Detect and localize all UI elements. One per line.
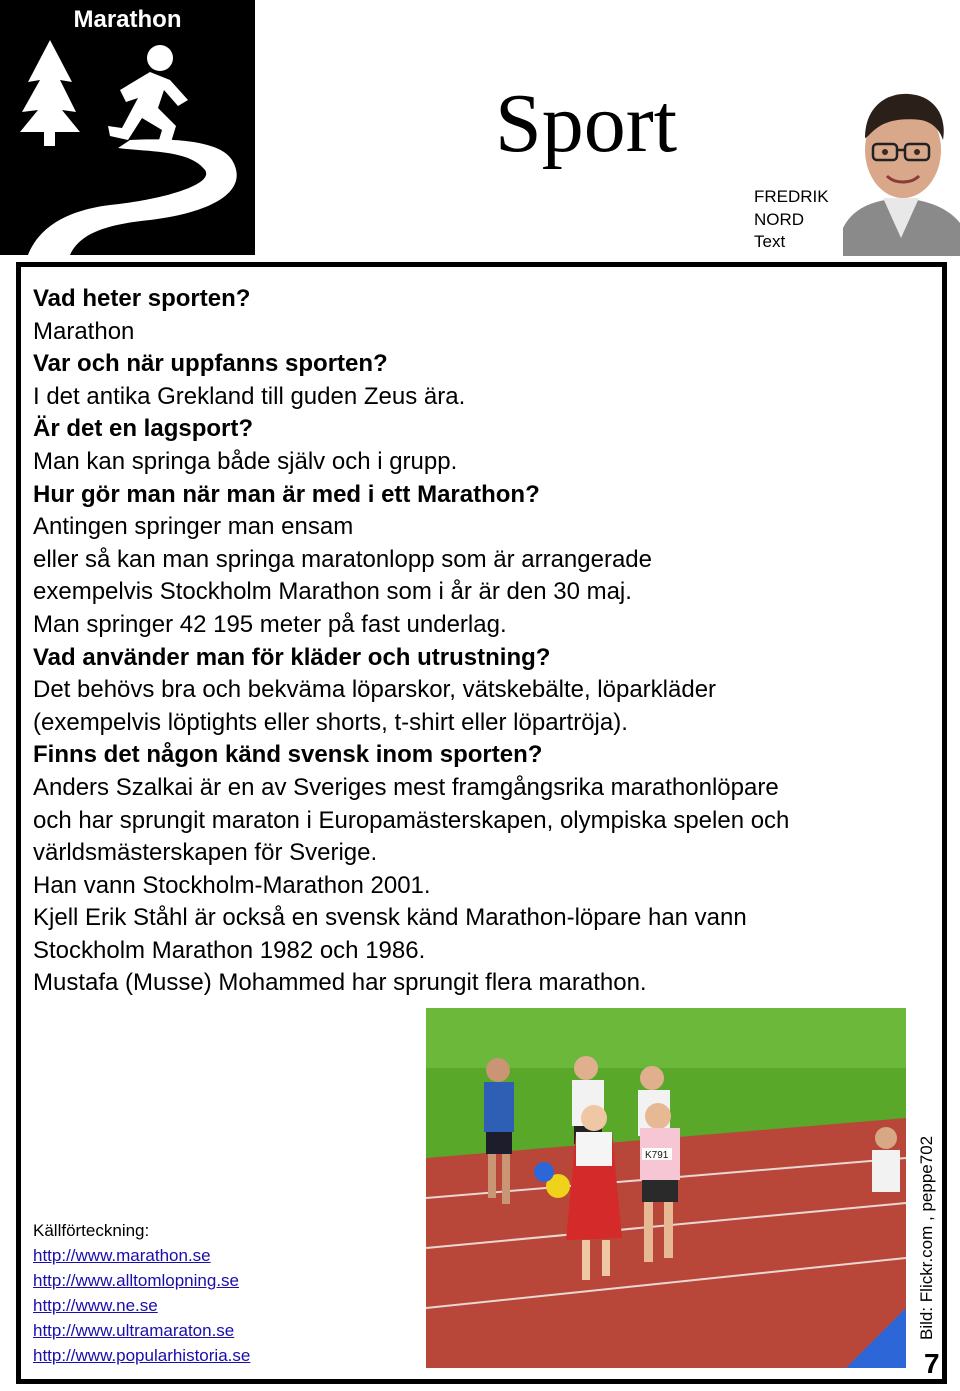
answer-text: världsmästerskapen för Sverige. — [33, 839, 378, 867]
source-link[interactable]: http://www.popularhistoria.se — [33, 1346, 251, 1365]
source-link[interactable]: http://www.marathon.se — [33, 1246, 211, 1265]
source-link[interactable]: http://www.ne.se — [33, 1296, 158, 1315]
question-heading: Var och när uppfanns sporten? — [33, 350, 388, 378]
runner-icon — [0, 0, 255, 255]
sources-list — [33, 1218, 250, 1368]
author-first-name: FREDRIK — [754, 187, 829, 206]
answer-text: eller så kan man springa maratonlopp som är arrangerade — [33, 545, 652, 573]
article-frame-edge — [942, 262, 947, 1384]
marathon-photo — [426, 1008, 906, 1368]
source-link[interactable]: http://www.ultramaraton.se — [33, 1321, 235, 1340]
question-heading: Vad heter sporten? — [33, 285, 251, 312]
question-heading: Vad använder man för kläder och utrustning? — [33, 643, 551, 671]
answer-text: Anders Szalkai är en av Sveriges mest framgångsrika marathonlöpare — [33, 773, 779, 801]
author-last-name: NORD — [754, 209, 805, 229]
question-heading: Hur gör man när man är med i ett Marathon? — [33, 480, 540, 508]
page-number: 7 — [924, 1348, 940, 1379]
author-byline — [754, 186, 829, 254]
article-body — [33, 283, 913, 1000]
answer-text: Kjell Erik Ståhl är också en svensk känd Marathon-löpare han vann — [33, 904, 747, 932]
question-heading: Är det en lagsport? — [33, 415, 254, 443]
author-portrait — [843, 88, 960, 256]
answer-text: Han vann Stockholm-Marathon 2001. — [33, 871, 431, 899]
answer-text: Antingen springer man ensam — [33, 513, 354, 541]
photo-credit: Bild: Flickr.com , peppe702 — [917, 1135, 936, 1340]
page-title: Sport — [495, 77, 678, 170]
bib-number: K791 — [645, 1150, 669, 1161]
question-heading: Finns det någon känd svensk inom sporten? — [33, 741, 543, 769]
sources-heading: Källförteckning: — [33, 1221, 150, 1240]
answer-text: och har sprungit maraton i Europamästerskapen, olympiska spelen och — [33, 806, 790, 834]
logo-title: Marathon — [73, 6, 182, 33]
marathon-logo — [0, 0, 255, 255]
author-role: Text — [754, 232, 786, 251]
answer-text: Marathon — [33, 317, 135, 345]
answer-text: Man springer 42 195 meter på fast underlag. — [33, 610, 507, 638]
answer-text: (exempelvis löptights eller shorts, t-shirt eller löpartröja). — [33, 708, 628, 736]
source-link[interactable]: http://www.alltomlopning.se — [33, 1271, 239, 1290]
answer-text: Mustafa (Musse) Mohammed har sprungit flera marathon. — [33, 969, 647, 997]
answer-text: exempelvis Stockholm Marathon som i år är den 30 maj. — [33, 578, 632, 606]
answer-text: Man kan springa både själv och i grupp. — [33, 447, 458, 475]
answer-text: Det behövs bra och bekväma löparskor, vätskebälte, löparkläder — [33, 676, 717, 704]
answer-text: I det antika Grekland till guden Zeus ära. — [33, 382, 466, 410]
answer-text: Stockholm Marathon 1982 och 1986. — [33, 936, 426, 964]
